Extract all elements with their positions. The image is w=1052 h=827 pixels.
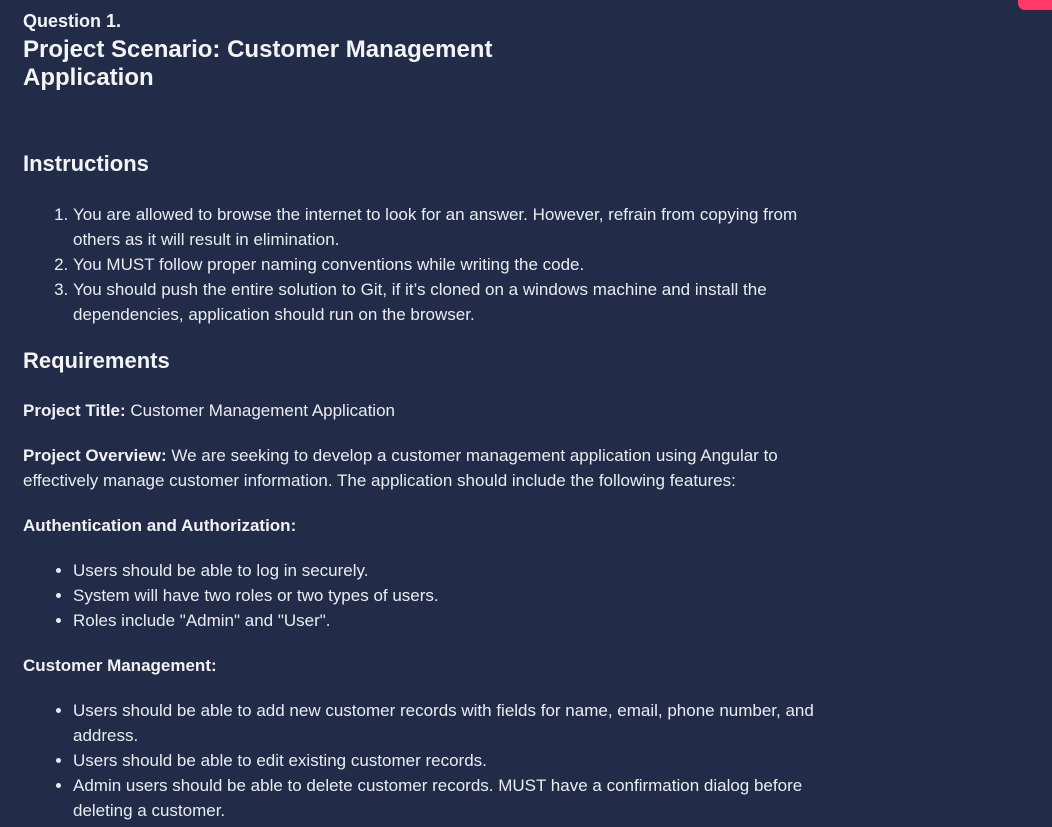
customer-management-list — [23, 698, 828, 823]
customer-management-item: • Users should be able to add new customer records with fields for name, email, phone number, and address. — [73, 698, 828, 748]
pink-action-button[interactable] — [1018, 0, 1052, 10]
section-heading-authentication: Authentication and Authorization: — [23, 516, 297, 535]
authentication-list — [23, 558, 828, 633]
instructions-heading: Instructions — [23, 151, 149, 176]
section-heading-customer-management: Customer Management: — [23, 656, 217, 675]
project-title-label: Project Title: — [23, 401, 126, 420]
project-title-line — [23, 398, 855, 423]
project-title-text: Customer Management Application — [130, 401, 395, 420]
authentication-item: • System will have two roles or two types of users. — [73, 583, 828, 608]
instruction-item: 2. You MUST follow proper naming conventions while writing the code. — [73, 252, 828, 277]
customer-management-item: • Users should be able to edit existing customer records. — [73, 748, 828, 773]
authentication-item: • Roles include "Admin" and "User". — [73, 608, 828, 633]
instructions-list — [23, 202, 828, 327]
project-overview-line — [23, 443, 855, 493]
question-number-label: Question 1. — [23, 11, 122, 31]
project-overview-label: Project Overview: — [23, 446, 167, 465]
project-overview-text: We are seeking to develop a customer management application using Angular to effectively manage customer information. The application should include the following features: — [23, 446, 778, 490]
customer-management-item: • Admin users should be able to delete customer records. MUST have a confirmation dialog before deleting a customer. — [73, 773, 828, 823]
instruction-item: 3. You should push the entire solution to Git, if it’s cloned on a windows machine and install the dependencies, application should run on the browser. — [73, 277, 828, 327]
instruction-item: 1. You are allowed to browse the internet to look for an answer. However, refrain from copying from others as it will result in elimination. — [73, 202, 828, 252]
page-title: Project Scenario: Customer Management Application — [23, 36, 493, 91]
authentication-item: • Users should be able to log in securely. — [73, 558, 828, 583]
requirements-heading: Requirements — [23, 348, 170, 373]
